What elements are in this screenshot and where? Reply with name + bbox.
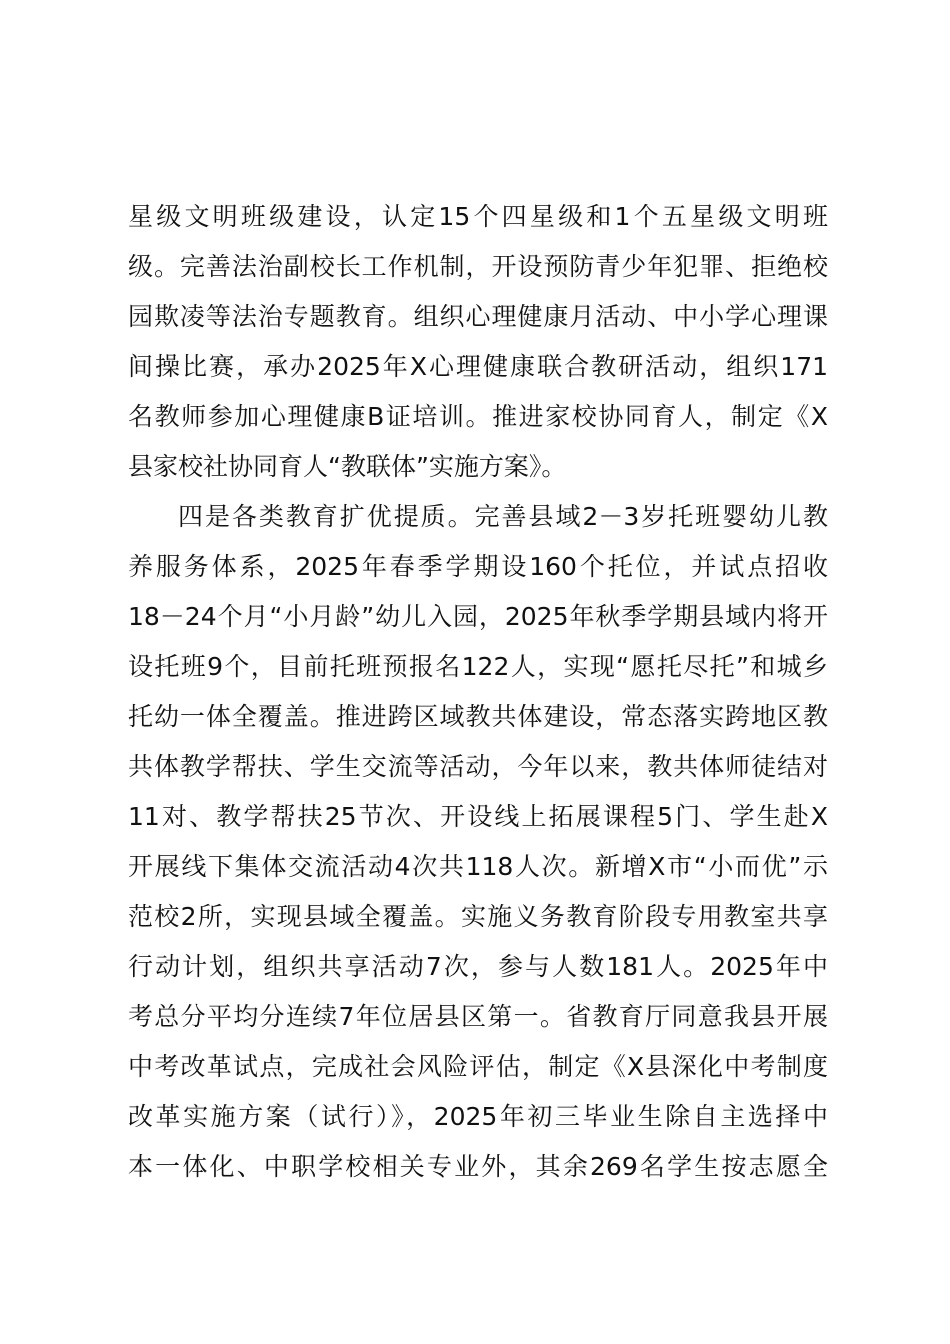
text-line-7: 四是各类教育扩优提质。完善县域2－3岁托班婴幼儿教 [178, 502, 828, 531]
text-line-9: 18－24个月“小月龄”幼儿入园，2025年秋季学期县域内将开 [128, 602, 828, 631]
text-line-6: 县家校社协同育人“教联体”实施方案》。 [128, 452, 567, 481]
text-line-20: 本一体化、中职学校相关专业外，其余269名学生按志愿全 [128, 1152, 828, 1181]
text-line-2: 级。完善法治副校长工作机制，开设预防青少年犯罪、拒绝校 [128, 252, 828, 281]
text-line-4: 间操比赛，承办2025年X心理健康联合教研活动，组织171 [128, 352, 828, 381]
text-line-19: 改革实施方案（试行）》，2025年初三毕业生除自主选择中 [128, 1102, 828, 1131]
text-line-18: 中考改革试点，完成社会风险评估，制定《X县深化中考制度 [128, 1052, 828, 1081]
text-line-8: 养服务体系，2025年春季学期设160个托位，并试点招收 [128, 552, 828, 581]
text-line-17: 考总分平均分连续7年位居县区第一。省教育厅同意我县开展 [128, 1002, 828, 1031]
text-line-11: 托幼一体全覆盖。推进跨区域教共体建设，常态落实跨地区教 [128, 702, 828, 731]
text-line-10: 设托班9个，目前托班预报名122人，实现“愿托尽托”和城乡 [128, 652, 828, 681]
text-line-1: 星级文明班级建设，认定15个四星级和1个五星级文明班 [128, 202, 828, 231]
text-line-14: 开展线下集体交流活动4次共118人次。新增X市“小而优”示 [128, 852, 828, 881]
text-line-13: 11对、教学帮扶25节次、开设线上拓展课程5门、学生赴X [128, 802, 828, 831]
text-line-12: 共体教学帮扶、学生交流等活动，今年以来，教共体师徒结对 [128, 752, 828, 781]
text-line-5: 名教师参加心理健康B证培训。推进家校协同育人，制定《X [128, 402, 828, 431]
text-line-3: 园欺凌等法治专题教育。组织心理健康月活动、中小学心理课 [128, 302, 828, 331]
text-line-16: 行动计划，组织共享活动7次，参与人数181人。2025年中 [128, 952, 828, 981]
text-line-15: 范校2所，实现县域全覆盖。实施义务教育阶段专用教室共享 [128, 902, 828, 931]
body-text [128, 192, 828, 1192]
